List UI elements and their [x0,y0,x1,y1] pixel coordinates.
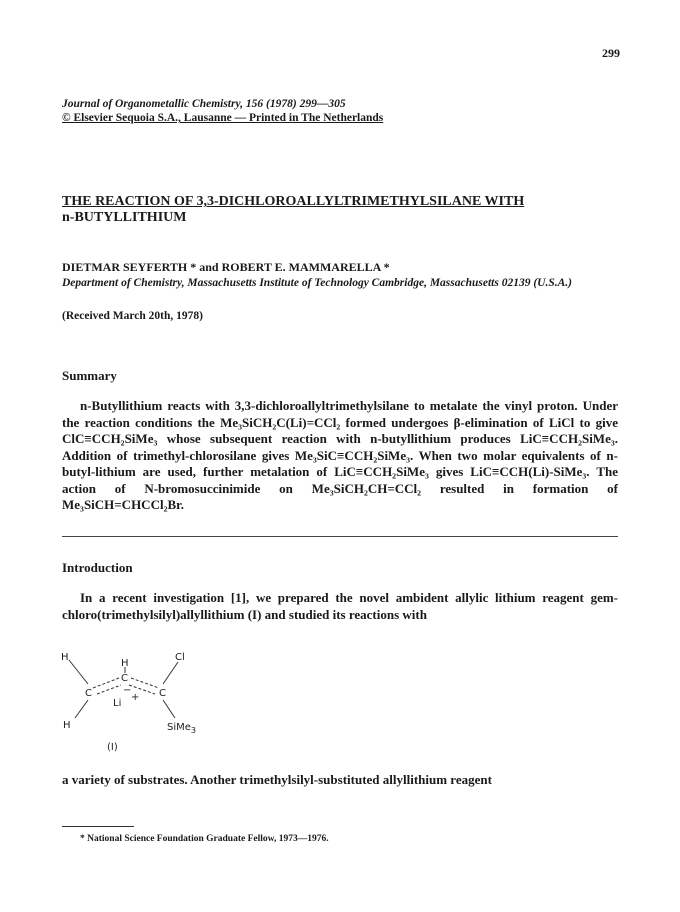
summary-text: n-Butyllithium reacts with 3,3-dichloroallyltrimethylsilane to metalate the vinyl proton. Under the reaction conditions the Me₃SiCH₂C(Li)=CCl₂ formed undergoes β-elimination of LiCl to give ClC≡CCH₂SiMe₃ whose subsequent reaction with n-butyllithium produces LiC≡CCH₂SiMe₃. Addition of trimethyl-chlorosilane gives Me₃SiC≡CCH₂SiMe₃. When two molar equivalents of n-butyl-lithium are used, further metalation of LiC≡CCH₂SiMe₃ gives LiC≡CCH(Li)-SiMe₃. The action of N-bromosuccinimide on Me₃SiCH₂CH=CCl₂ resulted in formation of Me₃SiCH=CHCCl₂Br. [62,398,618,512]
received-date: (Received March 20th, 1978) [62,310,203,322]
continuation-paragraph [62,772,618,789]
title-line-1: THE REACTION OF 3,3-DICHLOROALLYLTRIMETHYLSILANE WITH [62,194,525,209]
atom-h-top-left: H [61,652,69,663]
summary-paragraph [62,398,618,514]
article-title [62,194,622,226]
footnote: * National Science Foundation Graduate Fellow, 1973—1976. [80,834,329,844]
atom-h-center: H [121,658,129,669]
lithium-label: Li [113,698,122,709]
introduction-heading: Introduction [62,560,133,575]
introduction-paragraph [62,590,618,623]
copyright-line: © Elsevier Sequoia S.A., Lausanne — Printed in The Netherlands [62,112,384,124]
bond-c-si [163,700,175,718]
atom-cl: Cl [175,652,185,663]
bond-allyl-left [93,678,119,688]
bond-h-c-left [69,660,88,684]
bond-allyl-left-inner [97,685,121,694]
summary-heading: Summary [62,368,117,383]
sime3-subscript: 3 [190,726,196,735]
bond-c-left-h-bottom [75,700,88,718]
atom-h-bottom-left: H [63,720,71,731]
sime3-group [167,722,196,735]
charge-minus: − [123,685,132,696]
charge-plus: + [131,692,140,703]
authors: DIETMAR SEYFERTH * and ROBERT E. MAMMARELLA * [62,260,390,274]
compound-label: (I) [107,742,118,753]
affiliation: Department of Chemistry, Massachusetts Institute of Technology Cambridge, Massachusetts 02139 (U.S.A.) [62,277,572,289]
journal-citation: Journal of Organometallic Chemistry, 156 (1978) 299—305 [62,98,346,110]
sime3-text: SiMe [167,722,191,733]
bond-allyl-right [131,678,159,688]
atom-c-center: C [121,673,128,684]
structure-diagram-I [55,648,255,758]
bond-c-cl [163,662,178,684]
section-divider [62,536,618,537]
title-line-2: n-BUTYLLITHIUM [62,210,187,225]
page-number: 299 [602,46,620,60]
footnote-divider [62,826,134,827]
atom-c-left: C [85,688,92,699]
atom-c-right: C [159,688,166,699]
continuation-text: a variety of substrates. Another trimethylsilyl-substituted allyllithium reagent [62,772,492,787]
introduction-text: In a recent investigation [1], we prepared the novel ambident allylic lithium reagent gem-chloro(trimethylsilyl)allyllithium (I) and studied its reactions with [62,590,618,622]
